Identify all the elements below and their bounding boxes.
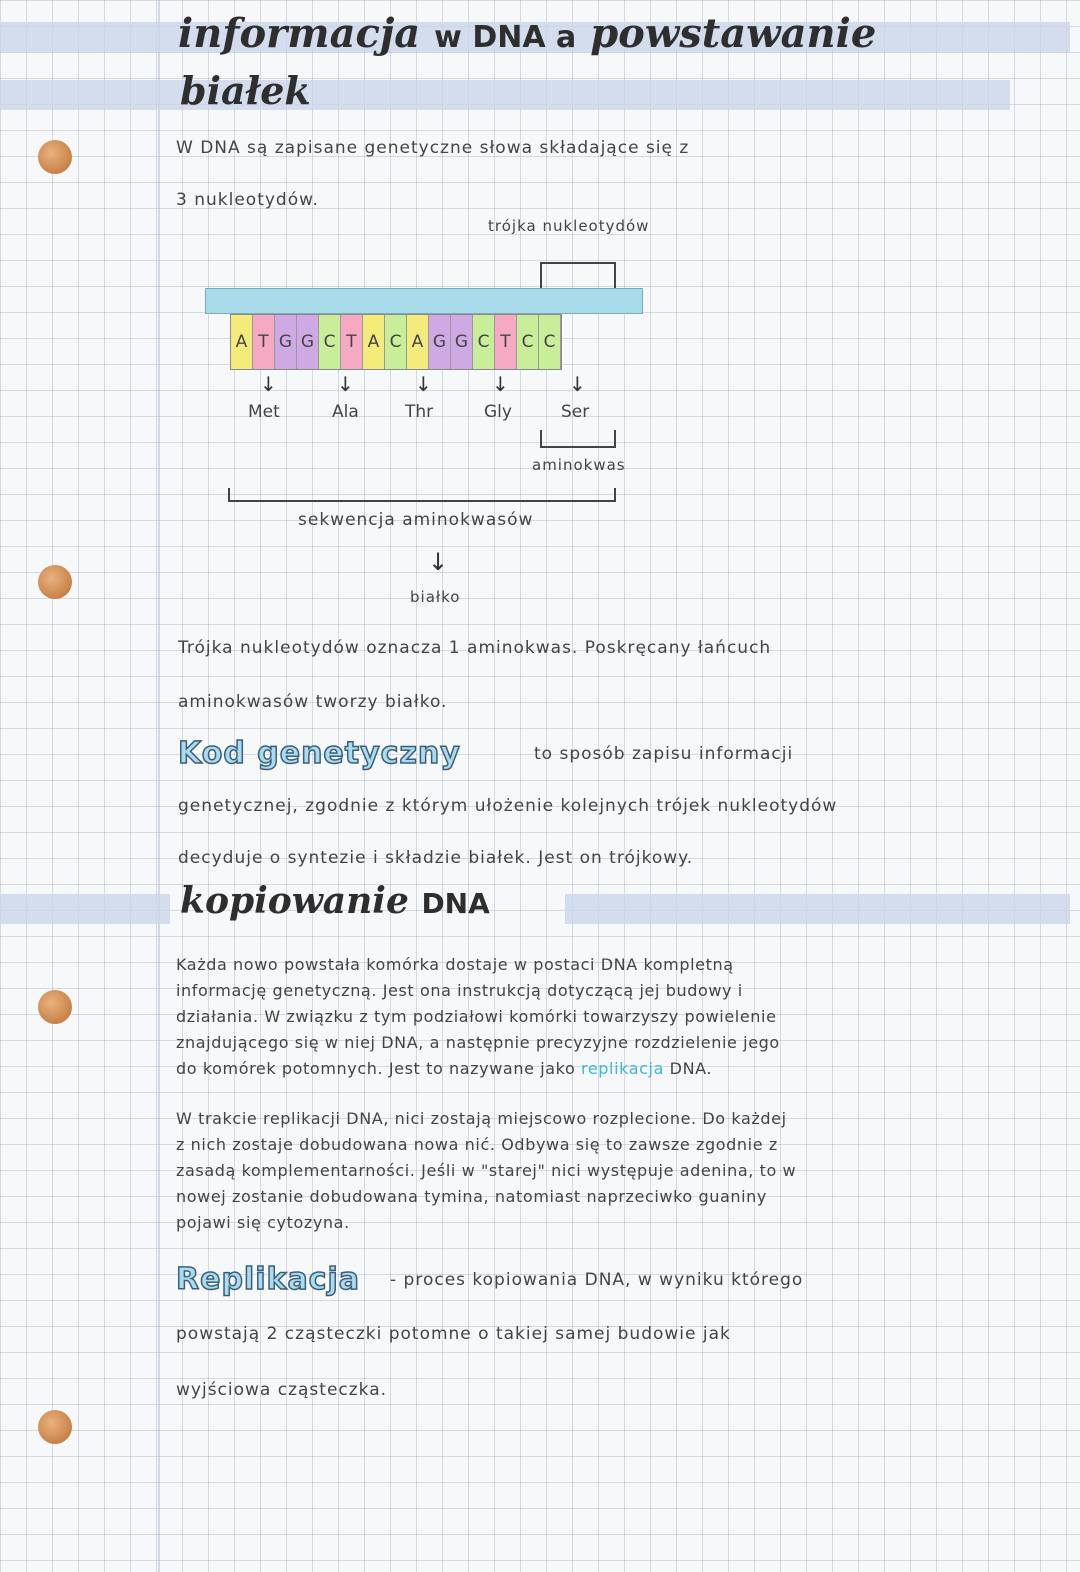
page-title bbox=[178, 10, 876, 57]
nucleotide-cell: C bbox=[473, 315, 495, 369]
paragraph-2-line: Każda nowo powstała komórka dostaje w postaci DNA kompletną bbox=[176, 955, 734, 974]
binder-hole bbox=[38, 1410, 72, 1444]
nucleotide-cell: G bbox=[275, 315, 297, 369]
arrow-down-icon: ↓ bbox=[492, 372, 509, 396]
aminokwas-bracket bbox=[540, 446, 616, 448]
amino-acid-label: Gly bbox=[484, 402, 512, 422]
nucleotide-cell: T bbox=[253, 315, 275, 369]
margin-line bbox=[158, 0, 160, 1572]
amino-acid-label: Met bbox=[248, 402, 280, 422]
amino-acid-label: Thr bbox=[405, 402, 434, 422]
title-band bbox=[0, 80, 1010, 110]
paragraph-1-line-2: aminokwasów tworzy białko. bbox=[178, 692, 448, 712]
nucleotide-cell: C bbox=[517, 315, 539, 369]
highlight-replikacja: replikacja bbox=[581, 1059, 664, 1078]
section-title-bold: DNA bbox=[421, 887, 490, 920]
kod-line-3: decyduje o syntezie i składzie białek. Jest on trójkowy. bbox=[178, 848, 694, 868]
nucleotide-cell: A bbox=[363, 315, 385, 369]
nucleotide-cell: C bbox=[385, 315, 407, 369]
intro-line-1: W DNA są zapisane genetyczne słowa składające się z bbox=[176, 138, 690, 158]
title-band bbox=[565, 894, 1070, 924]
sequence-label: sekwencja aminokwasów bbox=[298, 510, 534, 530]
nucleotide-cell: G bbox=[429, 315, 451, 369]
binder-hole bbox=[38, 565, 72, 599]
triplet-bracket-right bbox=[614, 262, 616, 288]
kod-line-2: genetycznej, zgodnie z którym ułożenie kolejnych trójek nukleotydów bbox=[178, 796, 838, 816]
title-band bbox=[0, 894, 170, 924]
title-part-2: w DNA a bbox=[434, 20, 577, 55]
paragraph-3-line: nowej zostanie dobudowana tymina, natomiast naprzeciwko guaniny bbox=[176, 1187, 767, 1206]
keyword-replikacja: Replikacja bbox=[176, 1262, 360, 1297]
binder-hole bbox=[38, 140, 72, 174]
kod-line-1: to sposób zapisu informacji bbox=[534, 744, 794, 764]
replikacja-line-3: wyjściowa cząsteczka. bbox=[176, 1380, 388, 1400]
amino-acid-label: Ala bbox=[332, 402, 359, 422]
arrow-down-icon: ↓ bbox=[260, 372, 277, 396]
paragraph-3-line: zasadą komplementarności. Jeśli w "starej" nici występuje adenina, to w bbox=[176, 1161, 797, 1180]
triplet-bracket bbox=[540, 262, 616, 264]
amino-acid-label: Ser bbox=[561, 402, 590, 422]
paragraph-2-line: działania. W związku z tym podziałowi komórki towarzyszy powielenie bbox=[176, 1007, 777, 1026]
paragraph-2-line: znajdującego się w niej DNA, a następnie precyzyjne rozdzielenie jego bbox=[176, 1033, 780, 1052]
section-title-kopiowanie bbox=[180, 880, 490, 922]
replikacja-line-1: - proces kopiowania DNA, w wyniku którego bbox=[390, 1270, 804, 1290]
nucleotide-sequence bbox=[230, 314, 562, 370]
paragraph-3 bbox=[176, 1106, 1056, 1236]
section-title-script: kopiowanie bbox=[180, 880, 409, 922]
paragraph-2 bbox=[176, 952, 1056, 1082]
aminokwas-label: aminokwas bbox=[532, 456, 626, 474]
paragraph-1-line-1: Trójka nukleotydów oznacza 1 aminokwas. Poskręcany łańcuch bbox=[178, 638, 772, 658]
nucleotide-cell: G bbox=[297, 315, 319, 369]
paragraph-2-line bbox=[176, 1056, 1056, 1082]
arrow-down-icon: ↓ bbox=[415, 372, 432, 396]
protein-label: białko bbox=[410, 588, 461, 606]
arrow-down-icon: ↓ bbox=[428, 548, 449, 576]
replikacja-line-2: powstają 2 cząsteczki potomne o takiej samej budowie jak bbox=[176, 1324, 731, 1344]
nucleotide-cell: G bbox=[451, 315, 473, 369]
triplet-label: trójka nukleotydów bbox=[488, 217, 650, 235]
nucleotide-cell: A bbox=[231, 315, 253, 369]
sequence-bracket bbox=[228, 500, 616, 502]
keyword-kod-genetyczny: Kod genetyczny bbox=[178, 736, 461, 771]
triplet-bracket-left bbox=[540, 262, 542, 288]
paragraph-2-text: do komórek potomnych. Jest to nazywane jako bbox=[176, 1059, 576, 1078]
paragraph-3-line: z nich zostaje dobudowana nowa nić. Odbywa się to zawsze zgodnie z bbox=[176, 1135, 778, 1154]
intro-line-2: 3 nukleotydów. bbox=[176, 190, 319, 210]
nucleotide-cell: C bbox=[539, 315, 561, 369]
title-part-3: powstawanie bbox=[590, 10, 877, 57]
nucleotide-cell: A bbox=[407, 315, 429, 369]
paragraph-3-line: pojawi się cytozyna. bbox=[176, 1213, 350, 1232]
arrow-down-icon: ↓ bbox=[337, 372, 354, 396]
nucleotide-cell: T bbox=[495, 315, 517, 369]
page-title-line-2: białek bbox=[180, 68, 311, 113]
paragraph-2-line: informację genetyczną. Jest ona instrukcją dotyczącą jej budowy i bbox=[176, 981, 743, 1000]
nucleotide-cell: C bbox=[319, 315, 341, 369]
dna-backbone bbox=[205, 288, 643, 314]
arrow-down-icon: ↓ bbox=[569, 372, 586, 396]
paragraph-2-text: DNA. bbox=[669, 1059, 713, 1078]
title-part-1: informacja bbox=[178, 10, 421, 57]
binder-hole bbox=[38, 990, 72, 1024]
paragraph-3-line: W trakcie replikacji DNA, nici zostają miejscowo rozplecione. Do każdej bbox=[176, 1109, 787, 1128]
nucleotide-cell: T bbox=[341, 315, 363, 369]
